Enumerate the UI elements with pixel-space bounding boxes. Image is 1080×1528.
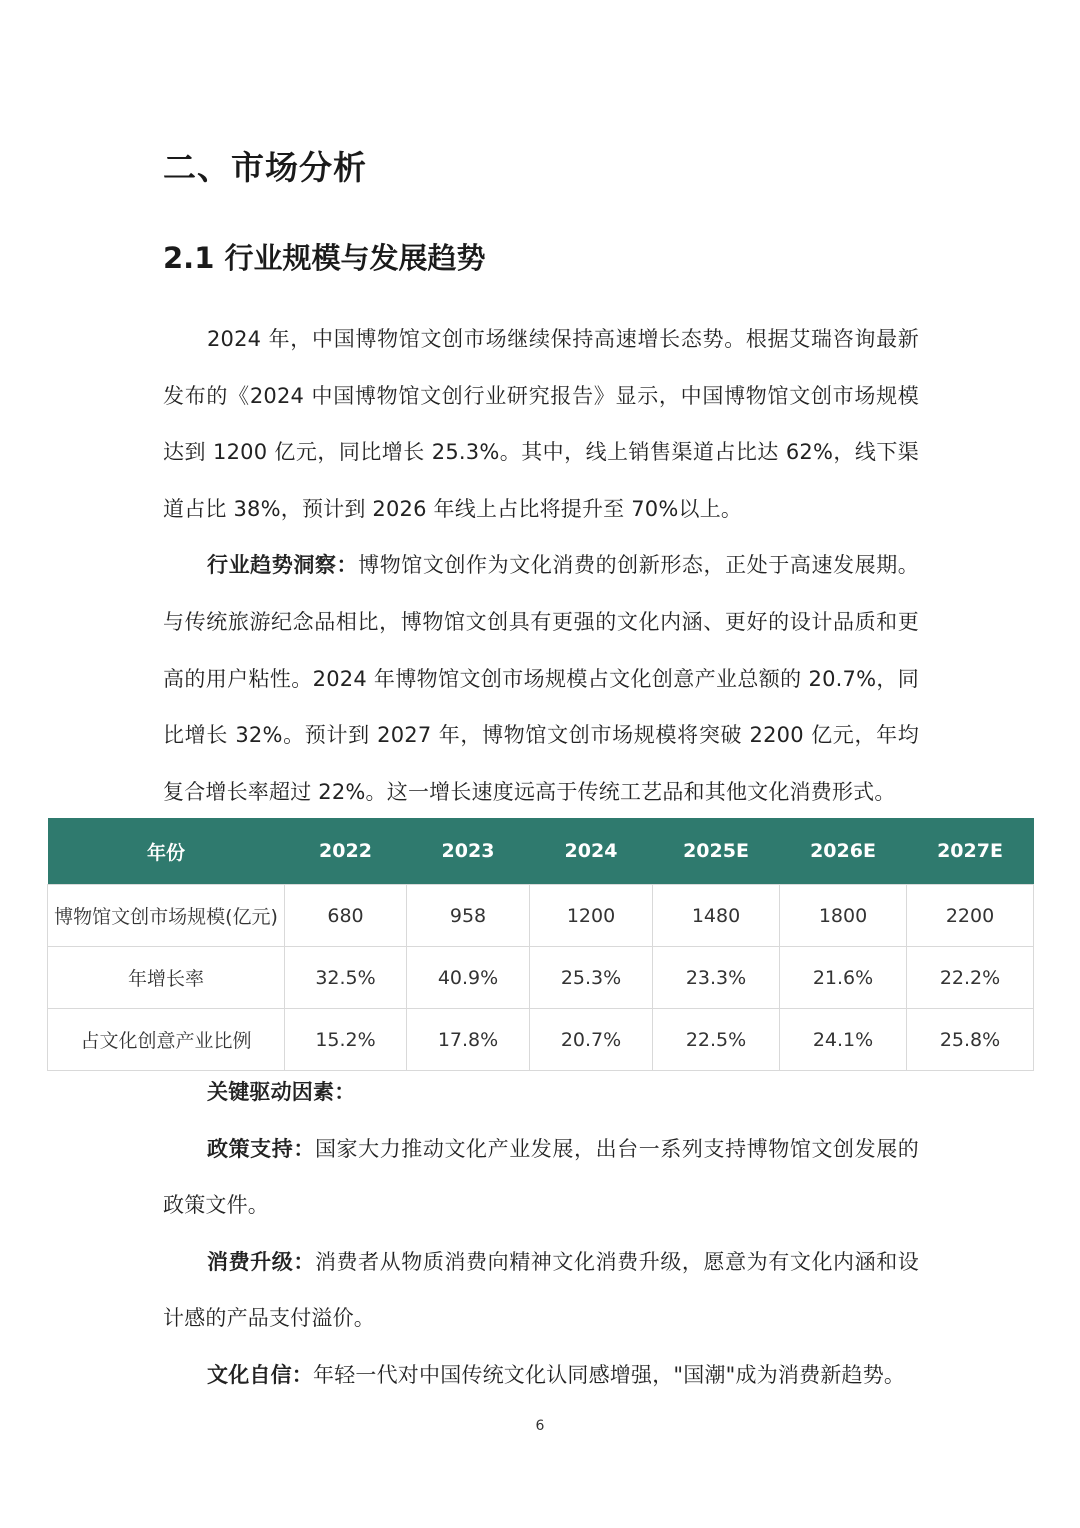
table-cell: 23.3% [653, 947, 780, 1009]
table-cell: 680 [285, 885, 407, 947]
drivers-heading: 关键驱动因素： [207, 1080, 356, 1104]
trend-label: 行业趋势洞察： [207, 553, 359, 578]
table-header-cell: 2025E [653, 818, 780, 885]
table-row-label: 博物馆文创市场规模(亿元) [48, 885, 285, 947]
table-cell: 24.1% [780, 1009, 907, 1071]
table-cell: 25.3% [530, 947, 653, 1009]
driver-paragraph [163, 1234, 919, 1347]
table-cell: 1800 [780, 885, 907, 947]
intro-paragraph: 2024 年，中国博物馆文创市场继续保持高速增长态势。根据艾瑞咨询最新发布的《2024 中国博物馆文创行业研究报告》显示，中国博物馆文创市场规模达到 1200 亿元，同比增长 25.3%。其中，线上销售渠道占比达 62%，线下渠道占比 38%，预计到 2026 年线上占比将提升至 70%以上。 [163, 327, 919, 521]
table-cell: 958 [407, 885, 530, 947]
table-cell: 40.9% [407, 947, 530, 1009]
table-header-cell: 2024 [530, 818, 653, 885]
driver-text: 消费者从物质消费向精神文化消费升级，愿意为有文化内涵和设计感的产品支付溢价。 [163, 1249, 919, 1331]
table-cell: 21.6% [780, 947, 907, 1009]
table-cell: 1200 [530, 885, 653, 947]
table-cell: 32.5% [285, 947, 407, 1009]
table-row-label: 年增长率 [48, 947, 285, 1009]
table-header-cell: 2026E [780, 818, 907, 885]
market-size-table [47, 818, 1033, 1071]
table-row [48, 1009, 1034, 1071]
driver-label: 消费升级： [207, 1249, 315, 1274]
table-row-label: 占文化创意产业比例 [48, 1009, 285, 1071]
drivers-heading-paragraph [163, 1064, 919, 1121]
data-table [47, 818, 1034, 1071]
table-cell: 1480 [653, 885, 780, 947]
trend-text: 博物馆文创作为文化消费的创新形态，正处于高速发展期。与传统旅游纪念品相比，博物馆文创具有更强的文化内涵、更好的设计品质和更高的用户粘性。2024 年博物馆文创市场规模占文化创意产业总额的 20.7%，同比增长 32%。预计到 2027 年，博物馆文创市场规模将突破 2200 亿元，年均复合增长率超过 22%。这一增长速度远高于传统工艺品和其他文化消费形式。 [163, 553, 920, 804]
table-cell: 15.2% [285, 1009, 407, 1071]
body-text-block-2 [163, 1064, 919, 1404]
table-header-cell: 2023 [407, 818, 530, 885]
section-title: 二、市场分析 [163, 148, 367, 187]
driver-text: 年轻一代对中国传统文化认同感增强，"国潮"成为消费新趋势。 [313, 1362, 906, 1387]
body-text-block-1 [163, 311, 919, 820]
driver-label: 文化自信： [207, 1362, 313, 1387]
table-cell: 20.7% [530, 1009, 653, 1071]
table-cell: 25.8% [907, 1009, 1034, 1071]
trend-paragraph [163, 537, 919, 820]
driver-paragraph [163, 1347, 919, 1404]
table-row [48, 947, 1034, 1009]
subsection-title: 2.1 行业规模与发展趋势 [163, 241, 486, 275]
table-cell: 17.8% [407, 1009, 530, 1071]
table-cell: 22.5% [653, 1009, 780, 1071]
table-header-cell: 2027E [907, 818, 1034, 885]
driver-paragraph [163, 1121, 919, 1234]
driver-text: 国家大力推动文化产业发展，出台一系列支持博物馆文创发展的政策文件。 [163, 1136, 919, 1218]
driver-label: 政策支持： [207, 1136, 315, 1161]
page-number: 6 [535, 1418, 545, 1434]
table-header-cell: 年份 [48, 818, 285, 885]
table-header-row [48, 818, 1034, 885]
table-row [48, 885, 1034, 947]
table-cell: 2200 [907, 885, 1034, 947]
table-cell: 22.2% [907, 947, 1034, 1009]
table-header-cell: 2022 [285, 818, 407, 885]
